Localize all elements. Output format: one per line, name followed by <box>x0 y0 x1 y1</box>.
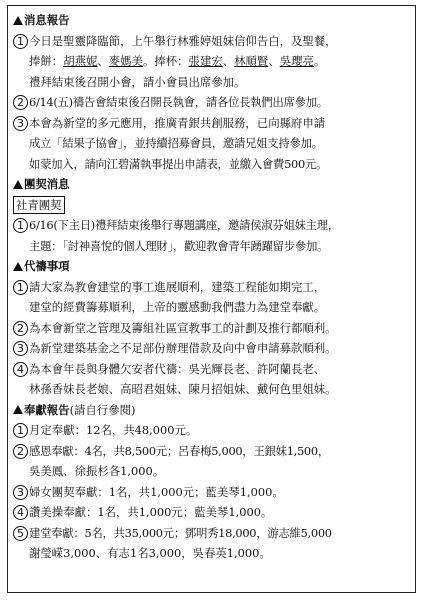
circled-number: 3 <box>13 485 28 500</box>
prayer-item-1 <box>13 277 409 318</box>
triangle-bullet-icon <box>13 405 23 414</box>
offering-item-2 <box>13 441 409 482</box>
section-title-offering: 奉獻報告 (請自行參閱) <box>13 400 409 421</box>
offering-item-1 <box>13 420 409 441</box>
news-item-2 <box>13 92 409 113</box>
offering-item-3 <box>13 482 409 503</box>
text-line: 吳美鳳、徐振杉各1,000。 <box>29 464 165 478</box>
text-line: 6/16(下主日)禮拜結束後舉行專題講座，邀請侯淑芬姐妹主理， <box>29 218 339 232</box>
text-line: 請大家為教會建堂的事工進展順利，建築工程能如期完工， <box>29 279 326 294</box>
underlined-name: 吳瓔亮 <box>279 54 314 68</box>
triangle-bullet-icon <box>13 262 23 271</box>
text-line: 讚美操奉獻：1名，共1,000元；藍美琴1,000。 <box>29 505 273 519</box>
news-item-3 <box>13 113 409 175</box>
text-line: 林孫香妹長老娘、高昭君姐妹、陳月招姐妹、戴何色里姐妹。 <box>29 382 337 396</box>
bulletin-page <box>7 5 416 593</box>
text-line: 謝瑩嵘3,000、有志1名3,000，吳春英1,000。 <box>29 546 271 560</box>
underlined-name: 麥媽美 <box>108 54 143 68</box>
circled-number: 1 <box>13 423 28 438</box>
triangle-bullet-icon <box>13 16 23 25</box>
text-line: 捧餅：胡燕妮、麥媽美。捧杯：張建宏、林順賢、吳瓔亮。 <box>29 54 326 68</box>
text-line: 為本會新堂之管理及籌組社區宣教事工的計劃及推行都順利。 <box>29 320 337 335</box>
section-title-news: 消息報告 <box>13 10 409 31</box>
news-item-1 <box>13 31 409 93</box>
prayer-item-2 <box>13 318 409 339</box>
text-line: 為本會年長與身體欠安者代禱：吳光輝長老、許阿蘭長老、 <box>29 361 326 376</box>
underlined-name: 張建宏 <box>188 54 223 68</box>
circled-number: 2 <box>13 444 28 459</box>
text-line: 今日是聖靈降臨節，上午舉行林雅婷姐妹信仰告白，及聖餐， <box>29 33 337 48</box>
group-name-box: 社青團契 <box>13 196 65 214</box>
fellowship-item-1 <box>13 215 409 256</box>
text-line: 禮拜結束後召開小會，請小會員出席參加。 <box>29 74 246 89</box>
offering-item-4 <box>13 502 409 523</box>
text-line: 主題：「討神喜悅的個人理財」，歡迎教會青年踴躍留步參加。 <box>29 238 329 253</box>
text-line: 成立「結果子協會」，並持續招募會員，邀請兄姐支持參加。 <box>29 136 323 150</box>
text-line: 感恩奉獻：4名，共8,500元；呂春梅5,000，王銀妹1,500， <box>29 443 329 458</box>
prayer-item-3 <box>13 338 409 359</box>
underlined-name: 胡燕妮 <box>63 54 98 68</box>
triangle-bullet-icon <box>13 180 23 189</box>
section-title-prayer: 代禱事項 <box>13 256 409 277</box>
underlined-name: 林順賢 <box>234 54 269 68</box>
section-title-fellowship: 團契消息 <box>13 174 409 195</box>
text-line: 婦女團契奉獻：1名，共1,000元；藍美琴1,000。 <box>29 484 284 499</box>
text-line: 如蒙加入，請向江碧滿執事提出申請表，並繳入會費500元。 <box>29 156 328 171</box>
circled-number: 3 <box>13 116 28 131</box>
offering-item-5 <box>13 523 409 564</box>
prayer-item-4 <box>13 359 409 400</box>
circled-number: 1 <box>13 218 28 233</box>
section-note: (請自行參閱) <box>69 402 136 417</box>
circled-number: 4 <box>13 505 28 520</box>
circled-number: 1 <box>13 34 28 49</box>
text-line: 本會為新堂的多元應用，推廣青銀共創服務，已向縣府申請 <box>29 115 326 130</box>
circled-number: 3 <box>13 341 28 356</box>
text-line: 為新堂建築基金之不足部份辦理借款及向中會申請募款順利。 <box>29 341 337 355</box>
circled-number: 4 <box>13 362 28 377</box>
text-line: 建堂的經費籌募順利，上帝的靈感動我們盡力為建堂奉獻。 <box>29 300 326 314</box>
circled-number: 5 <box>13 526 28 541</box>
text-line: 月定奉獻：12名，共48,000元。 <box>29 423 198 437</box>
text-line: 6/14(五)禱告會結束後召開長執會，請各位長執們出席參加。 <box>29 95 328 109</box>
circled-number: 2 <box>13 321 28 336</box>
circled-number: 2 <box>13 95 28 110</box>
circled-number: 1 <box>13 280 28 295</box>
group-label-row <box>13 195 409 216</box>
text-line: 建堂奉獻：5名，共35,000元；鄧明秀18,000，游志維5,000 <box>29 525 332 540</box>
